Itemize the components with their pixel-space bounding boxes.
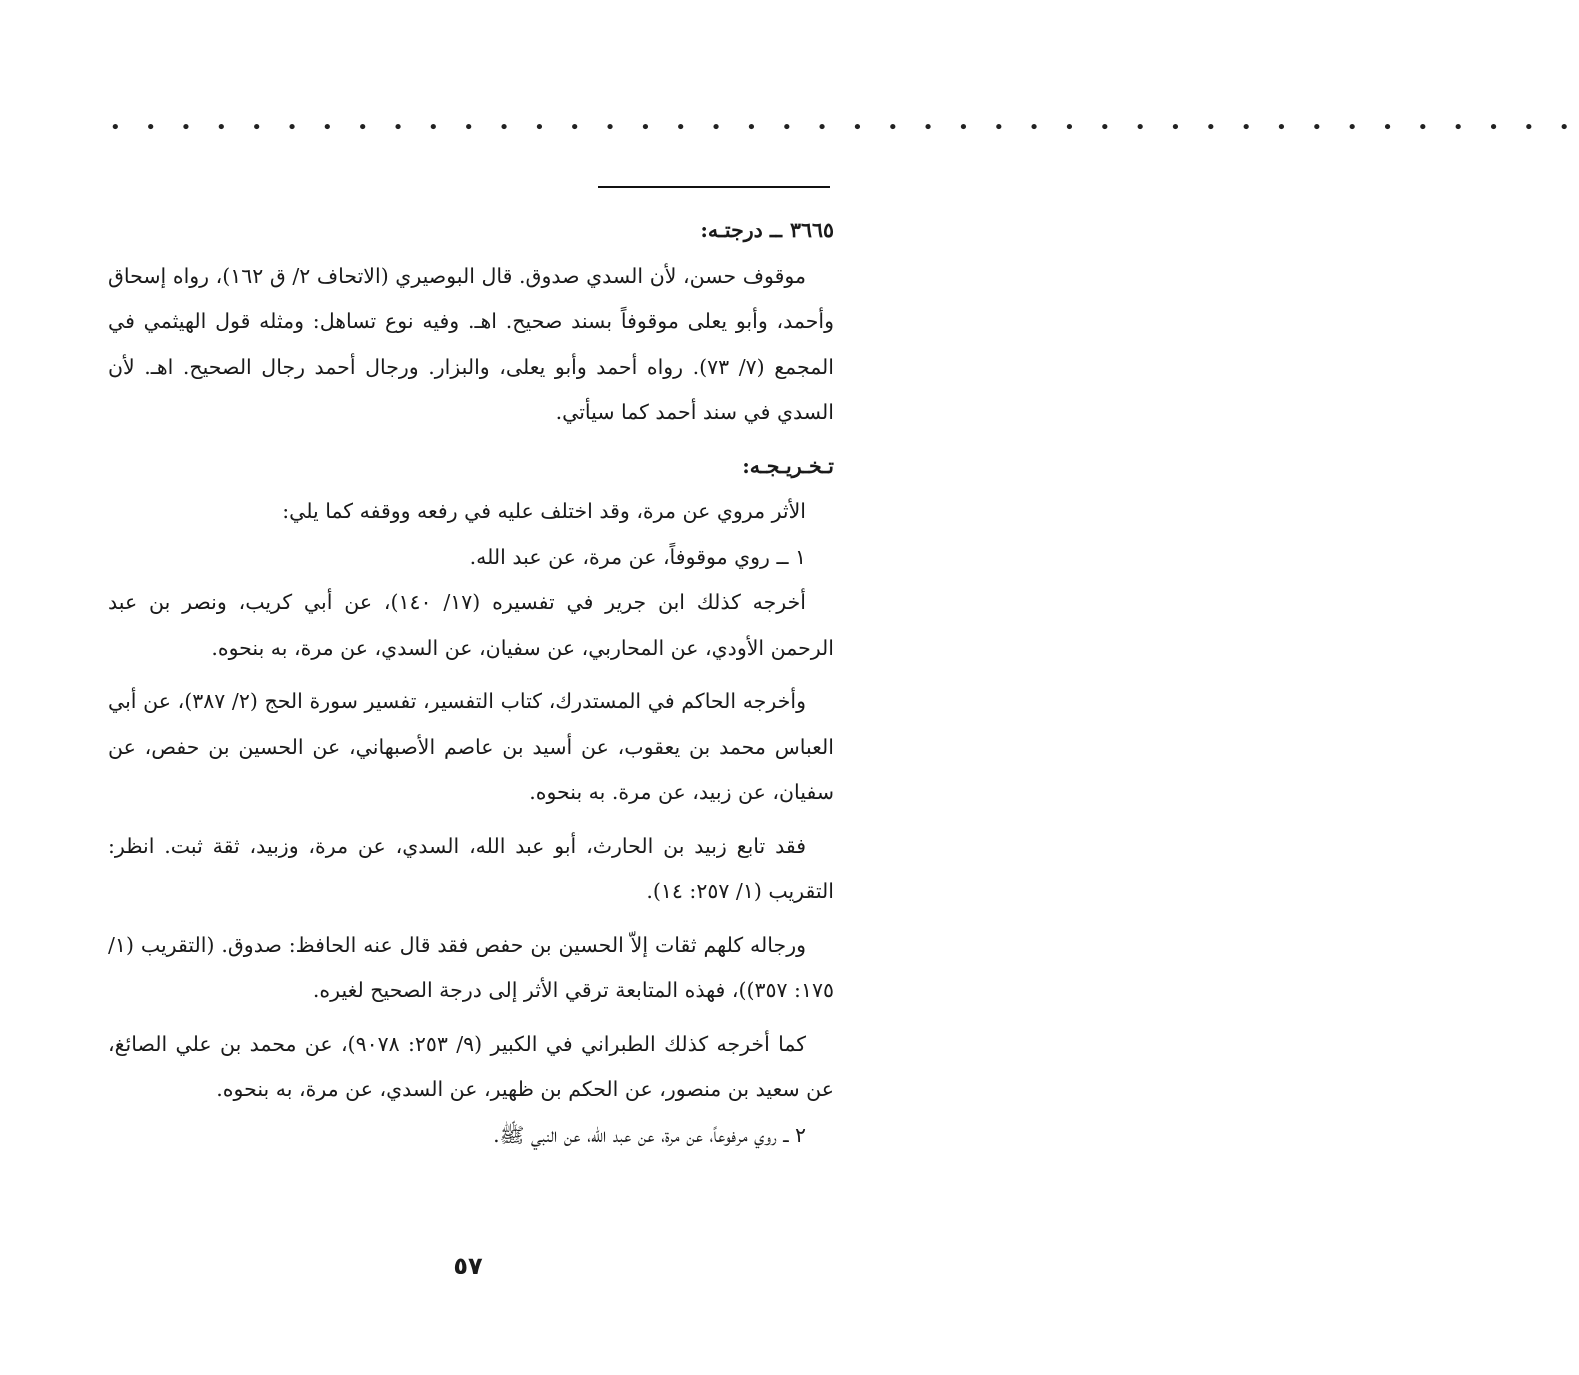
grading-title: ــ درجتـه: — [700, 218, 782, 242]
takhrij-paragraph-1: أخرجه كذلك ابن جرير في تفسيره (١٧/ ١٤٠)، عن أبي كريب، ونصر بن عبد الرحمن الأودي، عن المحاربي، عن سفيان، عن السدي، عن مرة، به بنحوه. — [108, 590, 834, 660]
section-rule — [598, 186, 830, 188]
takhrij-heading: تـخـريـجـه: — [742, 453, 834, 478]
page-number: ٥٧ — [453, 1252, 483, 1280]
takhrij-paragraph-5: كما أخرجه كذلك الطبراني في الكبير (٩/ ٢٥٣: ٩٠٧٨)، عن محمد بن علي الصائغ، عن سعيد بن منصور، عن الحكم بن ظهير، عن السدي، عن مرة، به بنحوه. — [108, 1031, 834, 1101]
page-body — [108, 208, 834, 1158]
footnote-separator-dots: • • • • • • • • • • • • • • • • • • • • • • • • • • • • • • • • • • • • • • • • • • — [110, 117, 1579, 138]
takhrij-paragraph-4: ورجاله كلهم ثقات إلاّ الحسين بن حفص فقد قال عنه الحافظ: صدوق. (التقريب (١/ ١٧٥: ٣٥٧))، فهذه المتابعة ترقي الأثر إلى درجة الصحيح لغيره. — [108, 932, 834, 1002]
grading-heading — [108, 208, 834, 254]
hadith-number: ٣٦٦٥ — [789, 218, 834, 242]
takhrij-item-1: ١ ــ روي موقوفاً، عن مرة، عن عبد الله. — [469, 544, 806, 569]
takhrij-paragraph-2: وأخرجه الحاكم في المستدرك، كتاب التفسير، تفسير سورة الحج (٢/ ٣٨٧)، عن أبي العباس محمد بن يعقوب، عن أسيد بن عاصم الأصبهاني، عن الحسين بن حفص، عن سفيان، عن زبيد، عن مرة. به بنحوه. — [108, 689, 834, 804]
grading-paragraph: موقوف حسن، لأن السدي صدوق. قال البوصيري (الاتحاف ٢/ ق ١٦٢)، رواه إسحاق وأحمد، وأبو يعلى موقوفاً بسند صحيح. اهـ. وفيه نوع تساهل: ومثله قول الهيثمي في المجمع (٧/ ٧٣). رواه أحمد وأبو يعلى، والبزار. ورجال أحمد رجال الصحيح. اهـ. لأن السدي في سند أحمد كما سيأتي. — [108, 263, 834, 424]
takhrij-item-2: ٢ ــ روي مرفوعاً، عن مرة، عن عبد الله، عن النبي ﷺ. — [493, 1122, 806, 1147]
takhrij-paragraph-3: فقد تابع زبيد بن الحارث، أبو عبد الله، السدي، عن مرة، وزبيد، ثقة ثبت. انظر: التقريب (١/ ٢٥٧: ١٤). — [108, 833, 834, 903]
takhrij-intro: الأثر مروي عن مرة، وقد اختلف عليه في رفعه ووقفه كما يلي: — [282, 499, 806, 523]
